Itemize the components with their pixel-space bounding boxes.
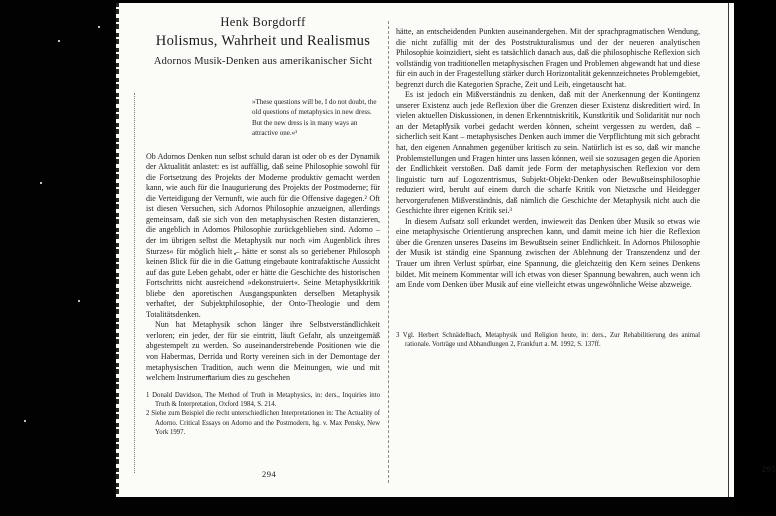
scan-speckle	[40, 182, 42, 184]
inner-margin-marks	[134, 93, 135, 473]
right-page-number: 295	[761, 464, 776, 474]
left-page-number: 294	[262, 469, 277, 479]
paragraph: Nun hat Metaphysik schon länger ihre Selbstverständlichkeit verloren; ein jeder, der für sie eintritt, läuft Gefahr, als unzeitgemäß abgestempelt zu werden. So auseinanderstrebende Positionen wie die von Habermas, Derrida und Rorty vereinen sich in der Demontage der metaphysischen Tradition, auch wenn die Meinungen, wie und mit welchem Instrumentarium dies zu geschehen	[146, 320, 380, 383]
scan-speckle	[98, 26, 100, 28]
left-page-body	[146, 152, 380, 384]
right-page-footnotes	[396, 331, 700, 350]
left-page	[146, 15, 380, 438]
scan-speckle	[58, 40, 60, 42]
torn-page-edge	[114, 3, 119, 497]
binding-gutter-line	[388, 21, 389, 483]
book-page-spread	[116, 3, 776, 497]
scan-speckle	[24, 420, 26, 422]
left-page-footnotes	[146, 391, 380, 438]
paragraph: Ob Adornos Denken nun selbst schuld daran ist oder ob es der Dynamik der Aktualität anlastet: es ist auffällig, daß seine Philosophie sowohl für die Fortsetzung des Projekts der Moderne produktiv gemacht werden kann, wie auch für die Inaugurierung des Projekts der Postmoderne; für die Verteidigung der Vernunft, wie auch für die Offensive dagegen.² Oft ist diesen Versuchen, sich Adornos Philosophie anzueignen, allerdings gemeinsam, daß sie sich von den metaphysischen Resten distanzieren, die angeblich in Adornos Philosophie zurückgeblieben sind. Adorno – der im übrigen selbst die Metaphysik nur noch »im Augenblick ihres Sturzes« für möglich hielt – hätte er sonst als so geriebener Philosoph keinen Blick für die in die Gattung eingebaute kontrafaktische Aussicht auf das gute Leben gehabt, oder er hätte die Geschichte des historischen Fortschritts nicht ausreichend »dekonstruiert«. Seine Metaphysikkritik bliebe den aporetischen Ausgangspunkten derselben Metaphysik verhaftet, der Subjektphilosophie, der Onto-Theologie und dem Totalitätsdenken.	[146, 151, 380, 319]
footnote: 2 Siehe zum Beispiel die recht unterschiedlichen Interpretationen in: The Actuality of Adorno. Critical Essays on Adorno and the Postmodern, hg. v. Max Pensky, New York 1997.	[146, 410, 380, 437]
footnote: 1 Donald Davidson, The Method of Truth in Metaphysics, in: ders., Inquiries into Truth & Interpretation, Oxford 1984, S. 214.	[146, 391, 380, 409]
epigraph-quote: »These questions will be, I do not doubt, the old questions of metaphysics in new dress. But the new dress is in many ways an attractive one.«¹	[252, 98, 377, 138]
essay-author: Henk Borgdorff	[220, 15, 306, 29]
paragraph: In diesem Aufsatz soll erkundet werden, inwieweit das Denken über Musik so etwas wie eine metaphysische Orientierung ansprechen kann, und damit meine ich hier die Reflexion über die Grenzen unseres Daseins im Bewußtsein seiner Endlichkeit. In Adornos Philosophie der Musik ist ständig eine Spannung zwischen der Ablehnung der Transzendenz und der Trauer um ihren Verlust spürbar, eine Spannung, die gleichzeitig den Kern seines Denkens bildet. Mit meinem Kommentar will ich etwas von dieser Spannung bewahren, auch wenn ich am Ende vom Denken über Musik auf eine vielleicht etwas ungewöhnliche Weise abzweige.	[396, 216, 700, 290]
footnote: 3 Vgl. Herbert Schnädelbach, Metaphysik und Religion heute, in: ders., Zur Rehabilitierung des animal rationale. Vorträge und Abhandlungen 2, Frankfurt a. M. 1992, S. 137ff.	[396, 331, 700, 349]
paragraph: Es ist jedoch ein Mißverständnis zu denken, daß mit der Anerkennung der Kontingenz unserer Existenz auch jede Reflexion über die Grenzen dieser Existenz diskreditiert wird. In vielen aktuellen Diskussionen, in denen Erkenntniskritik, Kunstkritik und Solidarität nur noch an der Metaphysik vorbei gedacht werden können, scheint vergessen zu werden, daß – sicherlich seit Kant – metaphysisches Denken auch immer die Verpflichtung mit sich gebracht hat, den eigenen Annahmen gegenüber kritisch zu sein. Natürlich ist es so, daß wir manche Problemstellungen und Fragen hinter uns lassen können, weil sie sozusagen gegen die Aporien der Endlichkeit verstoßen. Daß damit jede Form der metaphysischen Reflexion vor dem linguistic turn auf Logozentrismus, Subjekt-Objekt-Denken oder Bewußtseinsphilosophie reduziert wird, beruht auf einem durch die scharfe Kritik von Nietzsche und Heidegger hervorgerufenen Mißverständnis, daß nämlich die Geschichte der Metaphysik nicht auch die Geschichte ihrer eigenen Kritik sei.³	[396, 90, 700, 216]
page-cut-edge	[728, 3, 729, 497]
paragraph: hätte, an entscheidenden Punkten auseinandergehen. Mit der sprachpragmatischen Wendung, die nicht zufällig mit der des Poststrukturalismus und der der neueren analytischen Philosophie koinzidiert, sieht es tatsächlich danach aus, daß die philosophische Reflexion sich vollständig von traditionellen metaphysischen Fragen und Problemen abgewandt hat und diese für ein auch in der Fragestellung stärker durch Horizontalität gekennzeichnetes Problemgebiet, begrenzt durch die Kategorien Sprache, Zeit und Leib, eingetauscht hat.	[396, 27, 700, 89]
essay-title: Holismus, Wahrheit und Realismus	[155, 33, 371, 49]
right-page	[396, 27, 700, 349]
scan-speckle	[78, 300, 80, 302]
essay-subtitle: Adornos Musik-Denken aus amerikanischer Sicht	[153, 56, 373, 67]
